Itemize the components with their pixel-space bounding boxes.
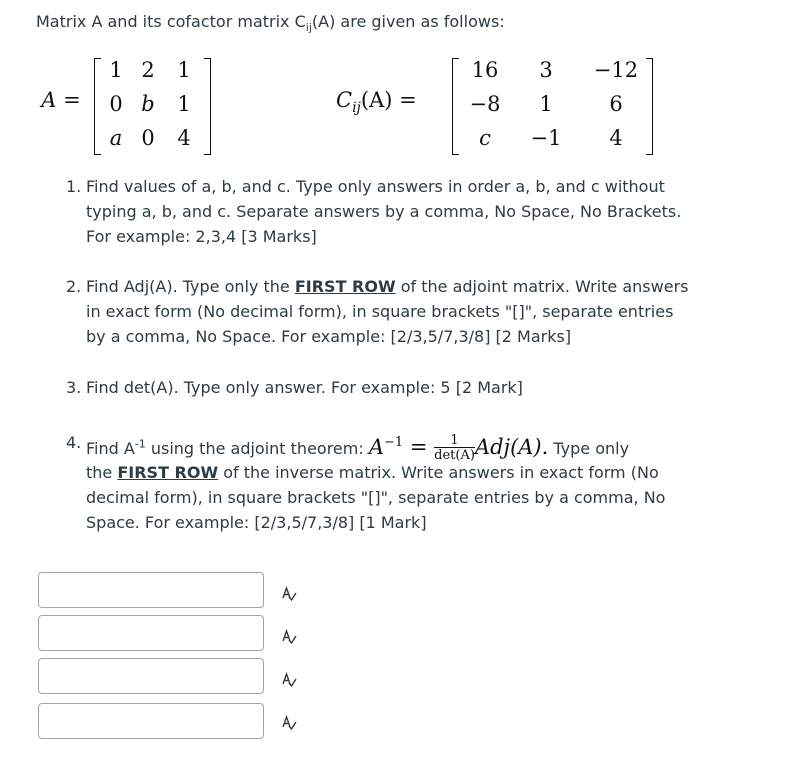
matrix-c-right-bracket: [646, 58, 653, 155]
matrix-c-cell: −12: [593, 58, 639, 82]
intro-text: Matrix A and its cofactor matrix $C_{ij}(A)$ are given as follows:: [36, 12, 505, 35]
matrix-c: [336, 58, 666, 158]
question-3-text: Find det(A). Type only answer. For example: 5 [2 Mark]: [86, 378, 523, 397]
matrix-c-cell: 16: [471, 58, 499, 82]
matrix-c-cell: −1: [530, 126, 562, 150]
matrix-c-cell: c: [479, 126, 491, 150]
answer-input-3[interactable]: [38, 658, 264, 694]
first-row-emphasis: FIRST ROW: [117, 463, 219, 482]
spellcheck-icon[interactable]: [280, 670, 298, 688]
question-4: 4. Find $A^{-1}$ using the adjoint theorem: $A^{-1}$ = $\frac{1}{\det(A)}$ Adj(A). Type only the FIRST ROW of the inverse matrix. Write answers in exact form (No decimal form), in square brackets "[]", separate entries by a comma, No Space. For example: [2/3,5/7,3/8] [1 Mark]: [86, 426, 696, 535]
question-3-number: 3.: [66, 378, 82, 397]
matrix-a-label: A =: [41, 88, 81, 112]
first-row-emphasis: FIRST ROW: [294, 277, 396, 296]
matrix-a-cell: 4: [177, 126, 191, 150]
matrix-a-cell: a: [109, 126, 123, 150]
matrix-c-cell: 1: [539, 92, 553, 116]
matrix-c-left-bracket: [452, 58, 459, 155]
matrix-a: [36, 58, 236, 158]
matrix-a-left-bracket: [94, 58, 101, 155]
spellcheck-icon[interactable]: [280, 584, 298, 602]
question-1-number: 1.: [66, 177, 82, 196]
matrix-a-right-bracket: [204, 58, 211, 155]
question-2: 2. Find Adj(A). Type only the FIRST ROW of the adjoint matrix. Write answers in exact form (No decimal form), in square brackets "[]", separate entries by a comma, No Space. For example: [2/3,5/7,3/8] [2 Marks]: [86, 274, 696, 349]
matrix-a-cell: 1: [177, 58, 191, 82]
answer-input-2[interactable]: [38, 615, 264, 651]
matrix-a-cell: b: [141, 92, 155, 116]
matrix-c-cell: 4: [609, 126, 623, 150]
matrix-a-cell: 2: [141, 58, 155, 82]
inverse-formula: $A^{-1}$ = $\frac{1}{\det(A)}$ Adj(A).: [368, 433, 549, 463]
matrix-a-cell: 0: [109, 92, 123, 116]
matrix-a-cell: 1: [177, 92, 191, 116]
question-3: [66, 375, 696, 400]
spellcheck-icon[interactable]: [280, 627, 298, 645]
spellcheck-icon[interactable]: [280, 713, 298, 731]
matrix-c-cell: 3: [539, 58, 553, 82]
answer-input-4[interactable]: [38, 703, 264, 739]
matrix-c-label: $C_{ij}(A)$ =: [336, 88, 417, 117]
question-1: [66, 174, 696, 249]
question-4-number: 4.: [66, 433, 82, 452]
matrix-c-cell: −8: [469, 92, 501, 116]
question-1-text: Find values of a, b, and c. Type only answers in order a, b, and c without typing a, b, and c. Separate answers by a comma, No Space, No Brackets. For example: 2,3,4 [3 Marks]: [86, 177, 682, 246]
matrix-a-cell: 1: [109, 58, 123, 82]
answer-input-1[interactable]: [38, 572, 264, 608]
matrix-a-cell: 0: [141, 126, 155, 150]
question-2-number: 2.: [66, 277, 82, 296]
matrix-c-cell: 6: [609, 92, 623, 116]
